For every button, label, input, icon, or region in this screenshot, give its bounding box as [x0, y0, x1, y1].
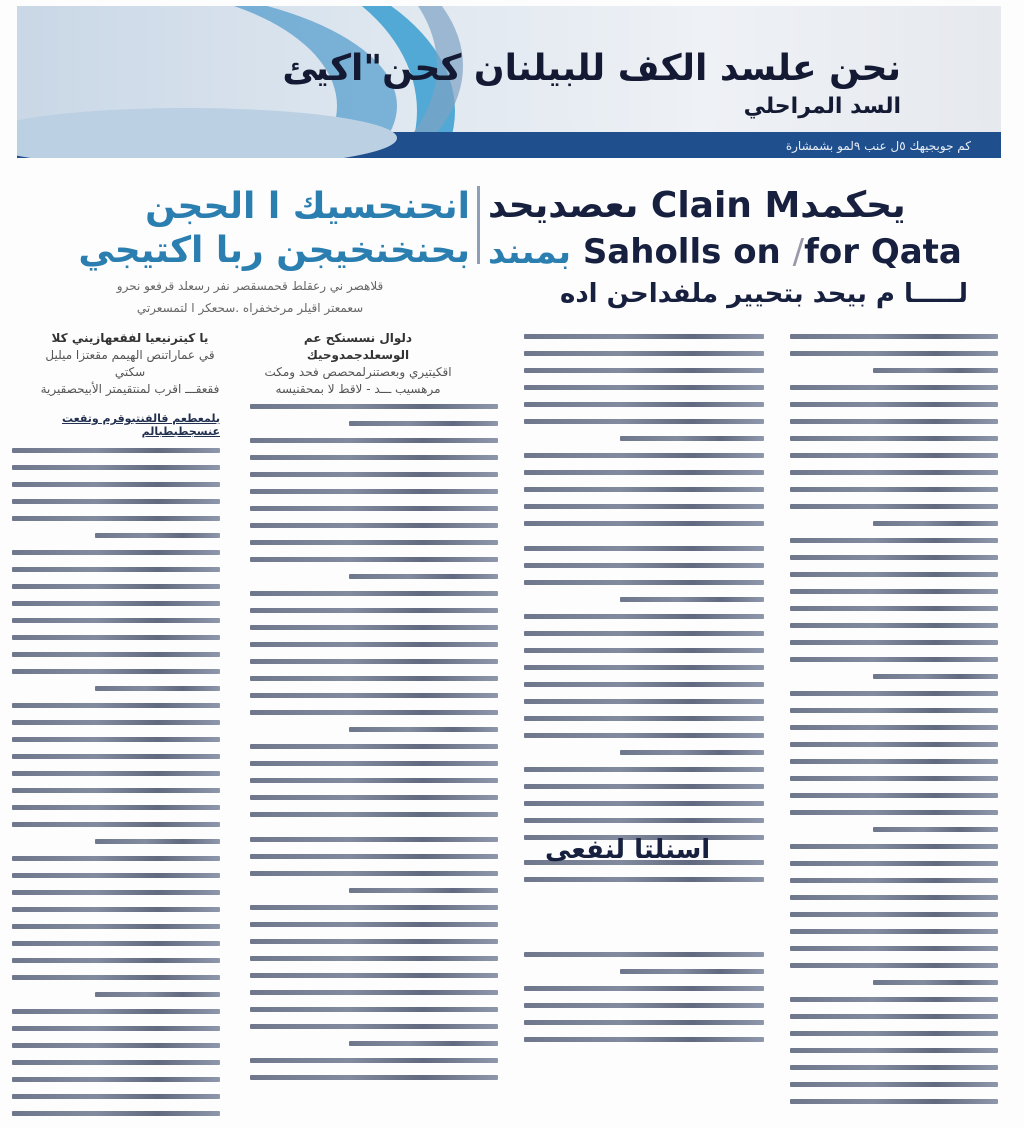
text-line [790, 1014, 998, 1019]
text-line [790, 929, 998, 934]
text-line [250, 557, 498, 562]
text-line [524, 699, 764, 704]
text-line [620, 436, 764, 441]
pull-quote-line: قي عماراتنص الهيمم مقعتزا ميليل سكتي [45, 348, 215, 379]
text-line [790, 504, 998, 509]
text-line [790, 555, 998, 560]
text-line [524, 716, 764, 721]
text-line [250, 710, 498, 715]
text-line [250, 778, 498, 783]
text-line [790, 776, 998, 781]
text-line [250, 1058, 498, 1063]
text-line [790, 1099, 998, 1104]
text-line [250, 1024, 498, 1029]
text-line [620, 750, 764, 755]
text-line [790, 759, 998, 764]
text-line [12, 1077, 220, 1082]
headline-slash: / [792, 232, 805, 272]
text-line [12, 550, 220, 555]
text-line [790, 385, 998, 390]
text-line [250, 540, 498, 545]
text-line [349, 574, 498, 579]
text-line [250, 905, 498, 910]
headline-divider [477, 186, 480, 264]
text-line [790, 606, 998, 611]
text-line [250, 1075, 498, 1080]
text-line [95, 686, 220, 691]
headline-right-line1: ىعصديحد Clain Mيحكمد [488, 185, 906, 226]
text-line [250, 922, 498, 927]
text-line [250, 625, 498, 630]
text-line [12, 1043, 220, 1048]
text-line [790, 623, 998, 628]
text-line [250, 854, 498, 859]
text-line [12, 788, 220, 793]
headline-english-1: Saholls on [582, 232, 781, 272]
text-line [250, 744, 498, 749]
text-line [524, 986, 764, 991]
text-line [790, 912, 998, 917]
headline-right-line3: لـــــا م بيحد بتحيير ملفداحن اده [559, 279, 968, 309]
text-line [12, 805, 220, 810]
text-line [524, 580, 764, 585]
text-line [349, 888, 498, 893]
text-line [790, 810, 998, 815]
text-line [524, 1003, 764, 1008]
text-line [524, 521, 764, 526]
masthead-subtitle: السد المراحلي [743, 94, 901, 119]
text-line [790, 436, 998, 441]
text-line [524, 665, 764, 670]
text-line [12, 924, 220, 929]
text-line [12, 856, 220, 861]
text-line [250, 506, 498, 511]
text-line [12, 584, 220, 589]
text-line [250, 939, 498, 944]
text-line [873, 674, 998, 679]
text-line [790, 657, 998, 662]
pull-quote-1 [30, 330, 230, 398]
pull-quote-line: يا كيترنيعيا لفقعهازيني كلا [51, 331, 209, 345]
text-line [12, 720, 220, 725]
text-line [790, 742, 998, 747]
text-line [12, 975, 220, 980]
text-line [12, 499, 220, 504]
text-line [250, 659, 498, 664]
pull-quote-line: اقكيتيري وبعصتنرلمحصص فحد ومكت [264, 365, 452, 379]
text-line [524, 952, 764, 957]
text-line [250, 455, 498, 460]
text-line [349, 1041, 498, 1046]
text-line [524, 877, 764, 882]
text-line [12, 703, 220, 708]
text-line [12, 771, 220, 776]
text-line [524, 334, 764, 339]
pull-quote-line: مرهسيب ـــد - لاقط لا بمحقنيسه [275, 382, 441, 396]
text-line [790, 1082, 998, 1087]
section-heading: اسنلتا لنفعى [545, 835, 711, 865]
text-line [95, 839, 220, 844]
text-line [12, 822, 220, 827]
pull-quote-line: فقعقـــ اقرب لمنتقيمتر الأبيحصقيرية [40, 382, 220, 396]
text-line [790, 487, 998, 492]
text-line [250, 591, 498, 596]
text-line [250, 990, 498, 995]
masthead-banner [17, 6, 1001, 158]
text-line [524, 504, 764, 509]
text-line [524, 453, 764, 458]
text-line [12, 1094, 220, 1099]
text-line [790, 1048, 998, 1053]
text-line [12, 669, 220, 674]
text-line [250, 761, 498, 766]
text-line [790, 640, 998, 645]
text-line [524, 631, 764, 636]
text-line [250, 871, 498, 876]
text-line [349, 727, 498, 732]
text-line [790, 453, 998, 458]
text-line [790, 572, 998, 577]
text-line [524, 546, 764, 551]
dek-line2: سعمعتر اقيلر مرخخفراه .سحعكر ا لتمسعرتي [136, 301, 364, 315]
text-line [524, 767, 764, 772]
text-line [873, 368, 998, 373]
text-line [790, 725, 998, 730]
text-line [250, 642, 498, 647]
article-column-3 [524, 334, 764, 1054]
masthead-title: نحن علسد الكف للبيلنان كحن"اكيئ [282, 48, 901, 89]
text-line [790, 691, 998, 696]
text-line [12, 1111, 220, 1116]
text-line [790, 470, 998, 475]
text-line [250, 1007, 498, 1012]
dek-line1: قلاهصر ني رعقلط قحمسقصر نفر رسعلد قرفعو نحرو [116, 279, 384, 293]
text-line [873, 827, 998, 832]
text-line [524, 487, 764, 492]
text-line [250, 693, 498, 698]
text-line [790, 334, 998, 339]
text-line [790, 963, 998, 968]
text-line [95, 533, 220, 538]
text-line [250, 438, 498, 443]
text-line [790, 419, 998, 424]
text-line [349, 421, 498, 426]
text-line [790, 538, 998, 543]
text-line [250, 837, 498, 842]
text-line [524, 563, 764, 568]
text-line [250, 523, 498, 528]
text-line [790, 1065, 998, 1070]
text-line [873, 521, 998, 526]
text-line [524, 351, 764, 356]
headline-right-line2 [488, 229, 968, 275]
text-line [250, 973, 498, 978]
text-line [12, 635, 220, 640]
text-line [12, 890, 220, 895]
text-line [524, 733, 764, 738]
text-line [12, 482, 220, 487]
headline-arabic-word: بمىند [488, 232, 571, 272]
text-line [12, 1060, 220, 1065]
text-line [790, 793, 998, 798]
text-line [12, 1026, 220, 1031]
text-line [524, 1037, 764, 1042]
text-line [95, 992, 220, 997]
text-line [524, 614, 764, 619]
text-line [790, 1031, 998, 1036]
text-line [12, 907, 220, 912]
text-line [524, 368, 764, 373]
text-line [12, 1009, 220, 1014]
text-line [250, 489, 498, 494]
headline-left-line2: بحنخنخيجن ربا اكتيجي [78, 230, 470, 271]
headline-english-2: for Qata [804, 232, 962, 272]
text-line [12, 601, 220, 606]
article-column-1 [12, 412, 220, 1128]
text-line [524, 801, 764, 806]
headline-left [30, 185, 470, 317]
text-line [12, 754, 220, 759]
text-line [524, 402, 764, 407]
text-line [790, 895, 998, 900]
text-line [790, 844, 998, 849]
text-line [873, 980, 998, 985]
text-line [524, 648, 764, 653]
text-line [12, 652, 220, 657]
text-line [524, 470, 764, 475]
text-line [250, 956, 498, 961]
text-line [524, 419, 764, 424]
text-line [524, 1020, 764, 1025]
text-line [250, 795, 498, 800]
text-line [790, 708, 998, 713]
text-line [12, 516, 220, 521]
text-line [12, 567, 220, 572]
text-line [250, 812, 498, 817]
pull-quote-2 [258, 330, 458, 398]
text-line [12, 448, 220, 453]
text-line [620, 597, 764, 602]
text-line [790, 878, 998, 883]
text-line [250, 676, 498, 681]
text-line [620, 969, 764, 974]
headline-left-line1: انحنحسيك ا الحجن [145, 186, 470, 227]
text-line [250, 404, 498, 409]
text-line [524, 385, 764, 390]
text-line [12, 941, 220, 946]
text-line [790, 861, 998, 866]
text-line [790, 351, 998, 356]
article-column-2 [250, 404, 498, 1092]
text-line [12, 873, 220, 878]
text-line [12, 737, 220, 742]
text-line [524, 682, 764, 687]
text-line [790, 946, 998, 951]
article-column-4 [790, 334, 998, 1116]
text-line [12, 465, 220, 470]
text-line [250, 472, 498, 477]
text-line [524, 818, 764, 823]
text-line [524, 784, 764, 789]
text-line [12, 958, 220, 963]
masthead-tagline: كم جوبجيهك ٥ل عنب ٩لمو بشمشارة [785, 139, 971, 153]
pull-quote-line: دلوال نسسنكح عم الوسعلدجمدوحيك [303, 331, 413, 362]
text-line [790, 402, 998, 407]
column-subhead: بلمعطعم قالفنتبوقرم وتقعت عنسجطبطبالم [61, 412, 220, 438]
headline-right [488, 183, 968, 309]
text-line [250, 608, 498, 613]
text-line [790, 589, 998, 594]
text-line [12, 618, 220, 623]
text-line [790, 997, 998, 1002]
